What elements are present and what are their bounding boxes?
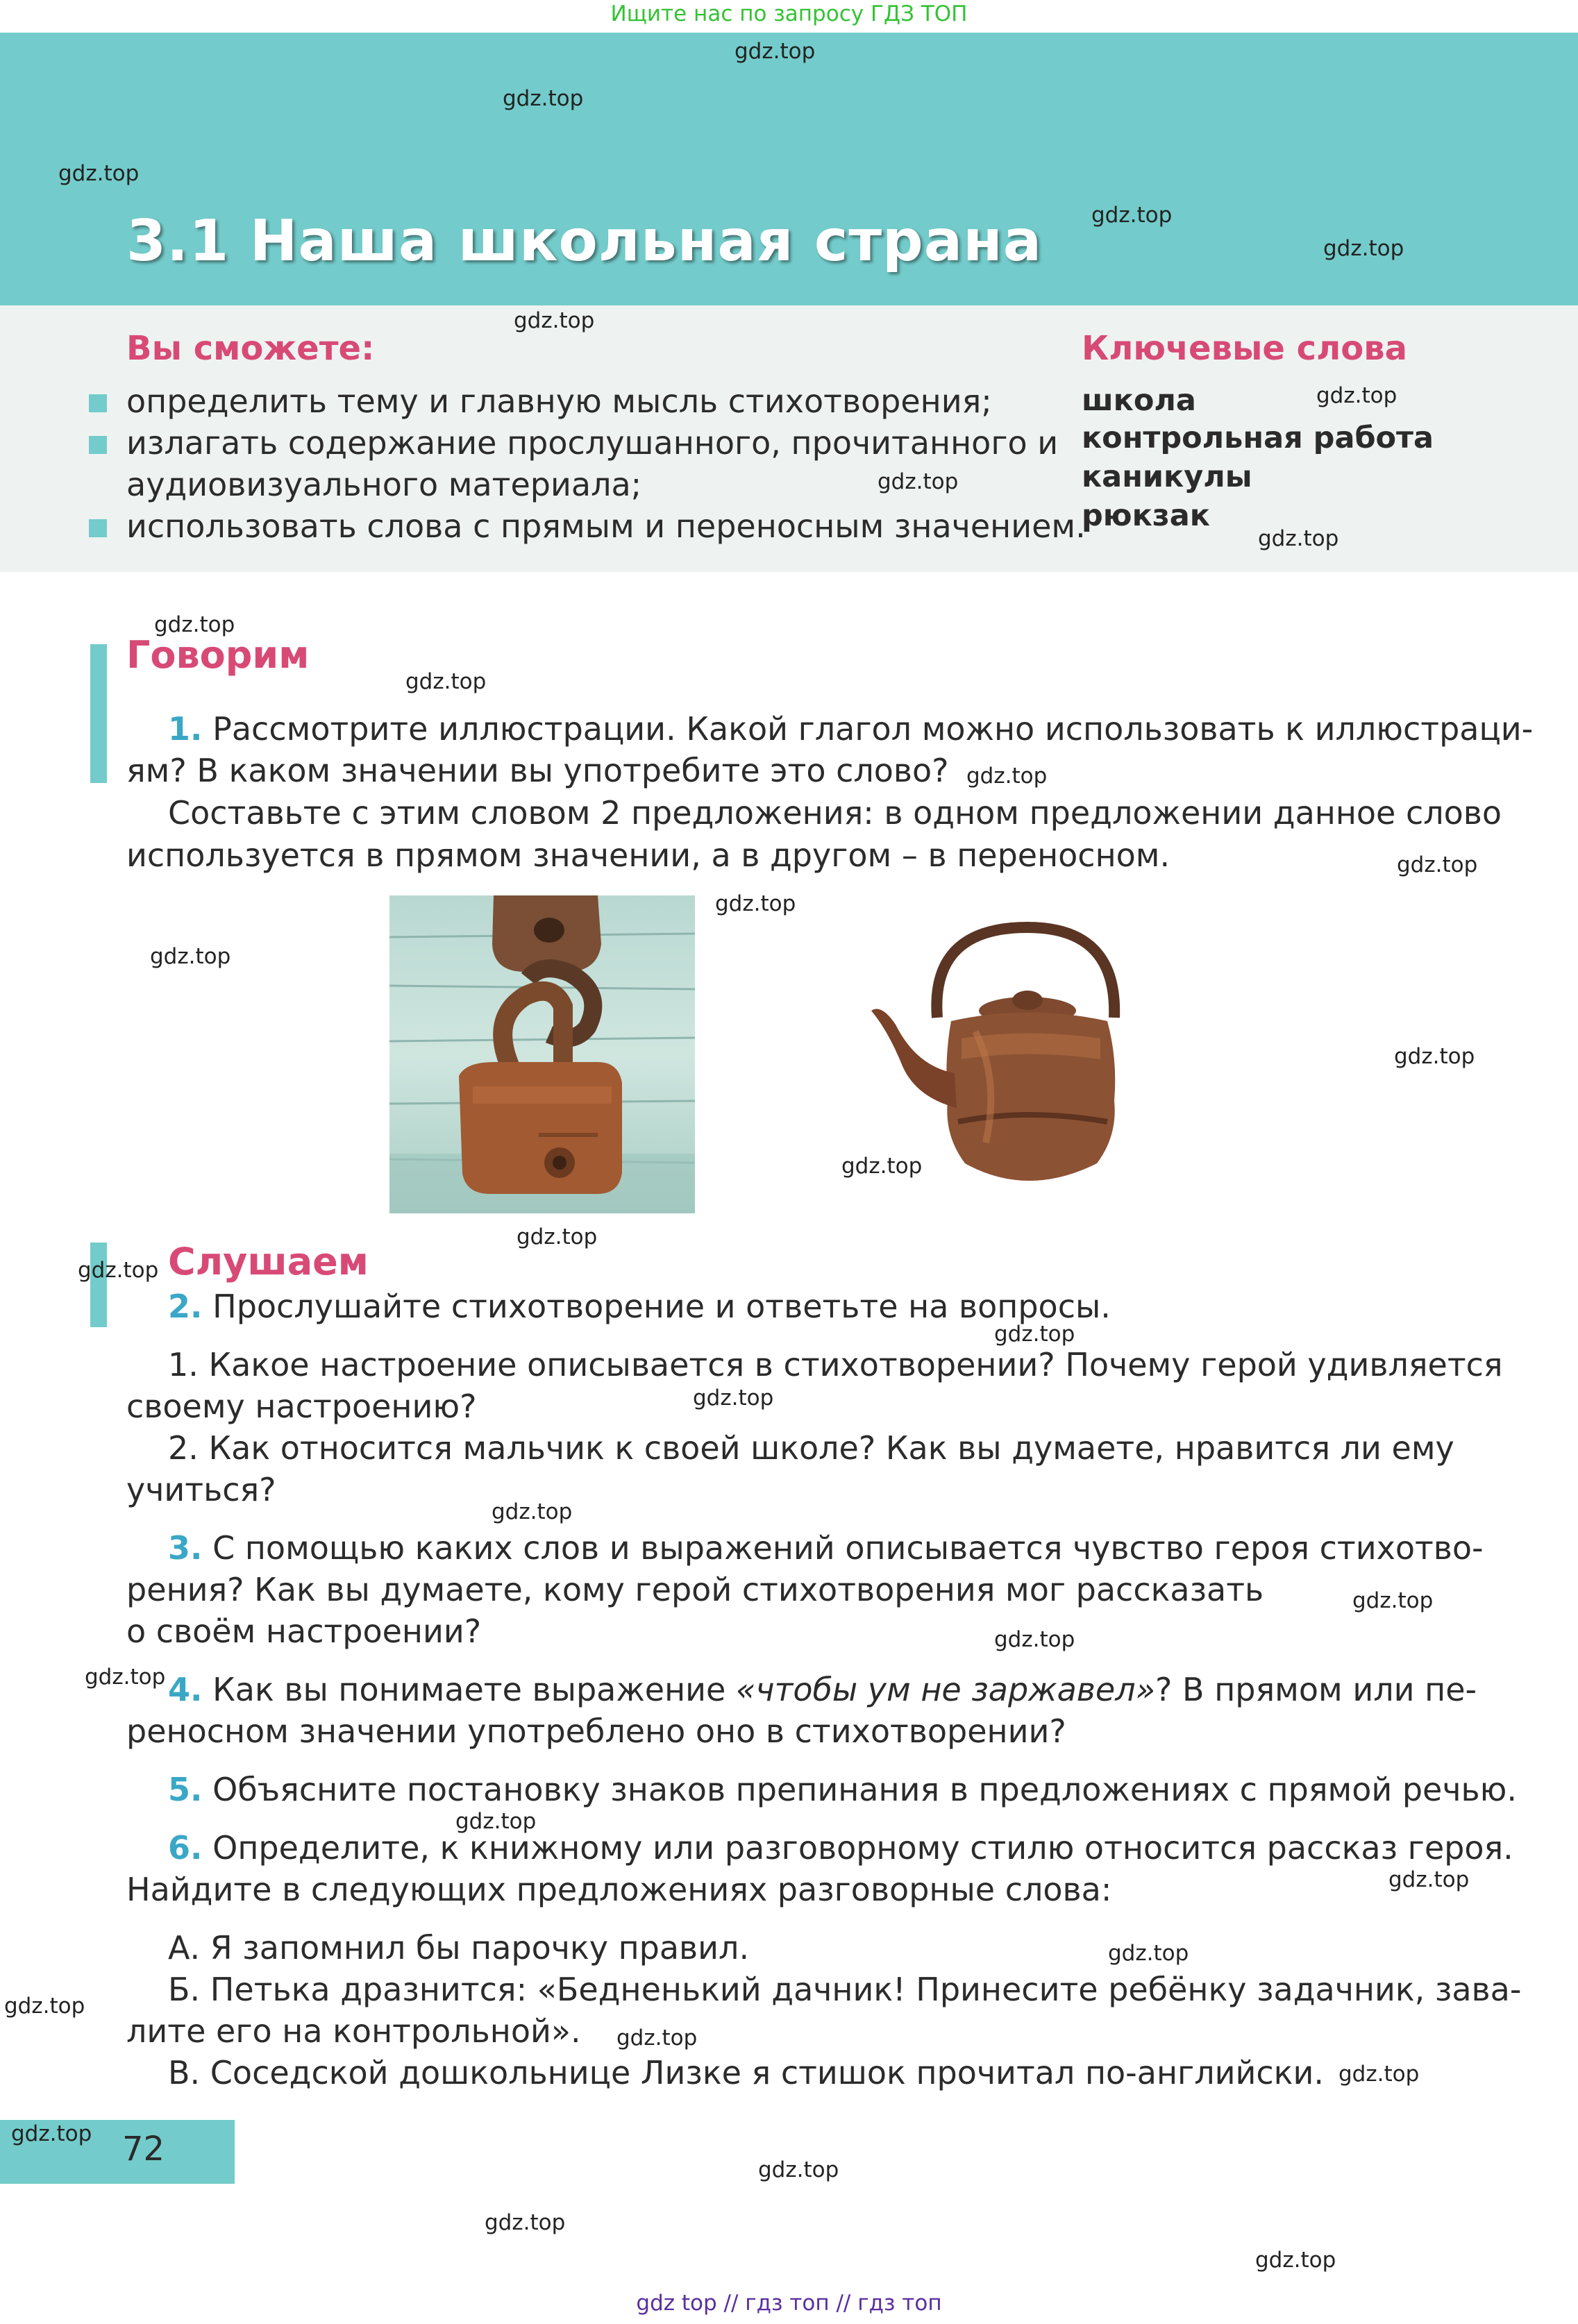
task-1-line: 1. Рассмотрите иллюстрации. Какой глагол можно использовать к иллюстраци- <box>168 710 1534 748</box>
question-line: 2. Как относится мальчик к своей школе? Как вы думаете, нравится ли ему <box>168 1429 1454 1467</box>
watermark: gdz.top <box>150 944 231 969</box>
task-6-line: 6. Определите, к книжному или разговорному стилю относится рассказ героя. <box>168 1829 1513 1867</box>
example-sentence: Б. Петька дразнится: «Бедненький дачник! Принесите ребёнку задачник, зава- <box>168 1971 1522 2008</box>
section-side-bar <box>90 644 107 783</box>
listen-heading: Слушаем <box>168 1240 369 1283</box>
chapter-title: 3.1 Наша школьная страна <box>126 208 1043 274</box>
watermark: gdz.top <box>514 308 595 333</box>
watermark: gdz.top <box>693 1386 774 1411</box>
example-sentence: лите его на контрольной». <box>126 2012 581 2050</box>
watermark: gdz.top <box>1091 203 1173 228</box>
watermark: gdz.top <box>1394 1044 1475 1069</box>
watermark: gdz.top <box>85 1665 166 1690</box>
task-2-line: 2. Прослушайте стихотворение и ответьте на вопросы. <box>168 1288 1111 1325</box>
keyword: рюкзак <box>1082 498 1210 533</box>
watermark: gdz.top <box>616 2026 698 2051</box>
watermark: gdz.top <box>78 1258 159 1283</box>
keyword: контрольная работа <box>1082 421 1434 455</box>
goal-item: излагать содержание прослушанного, прочитанного и <box>90 422 1048 464</box>
goals-heading: Вы сможете: <box>126 329 375 368</box>
watermark: gdz.top <box>994 1627 1075 1652</box>
question-line: своему настроению? <box>126 1388 477 1425</box>
goal-item: использовать слова с прямым и переносным значением. <box>90 505 1048 547</box>
watermark: gdz.top <box>1108 1941 1189 1966</box>
speak-heading: Говорим <box>126 633 310 677</box>
watermark: gdz.top <box>485 2210 566 2235</box>
task-4-line: 4. Как вы понимаете выражение «чтобы ум не заржавел»? В прямом или пе- <box>168 1671 1477 1708</box>
task-4-line: реносном значении употреблено оно в стихотворении? <box>126 1712 1066 1750</box>
watermark: gdz.top <box>1352 1588 1434 1613</box>
watermark: gdz.top <box>735 39 816 64</box>
bullet-square-icon <box>89 436 107 454</box>
keyword: школа <box>1082 383 1196 418</box>
watermark: gdz.top <box>1388 1867 1470 1892</box>
goal-item-continued: аудиовизуального материала; <box>126 466 642 503</box>
watermark: gdz.top <box>878 469 959 494</box>
task-1-line: используется в прямом значении, а в другом – в переносном. <box>126 836 1170 874</box>
task-3-line: 3. С помощью каких слов и выражений описывается чувство героя стихотво- <box>168 1529 1484 1567</box>
task-5-line: 5. Объясните постановку знаков препинания в предложениях с прямой речью. <box>168 1771 1517 1808</box>
watermark: gdz.top <box>966 764 1048 789</box>
watermark: gdz.top <box>1323 236 1404 261</box>
task-3-line: о своём настроении? <box>126 1613 482 1650</box>
bullet-square-icon <box>89 394 107 412</box>
watermark: gdz.top <box>405 669 487 694</box>
watermark: gdz.top <box>503 86 584 111</box>
watermark: gdz.top <box>1258 526 1339 551</box>
example-sentence: А. Я запомнил бы парочку правил. <box>168 1929 750 1967</box>
rusty-padlock-icon <box>389 895 695 1213</box>
keyword: каникулы <box>1082 460 1252 494</box>
example-sentence: В. Соседской дошкольнице Лизке я стишок прочитал по-английски. <box>168 2054 1324 2091</box>
watermark: gdz.top <box>11 2121 92 2146</box>
watermark: gdz.top <box>492 1499 573 1524</box>
watermark: gdz.top <box>4 1994 85 2019</box>
footer-links[interactable]: gdz top // гдз топ // гдз топ <box>636 2291 942 2316</box>
watermark: gdz.top <box>1255 2248 1336 2273</box>
watermark: gdz.top <box>154 612 235 637</box>
watermark: gdz.top <box>841 1154 923 1179</box>
bullet-square-icon <box>89 519 107 537</box>
task-1-line: Составьте с этим словом 2 предложения: в одном предложении данное слово <box>168 794 1502 832</box>
task-1-line: ям? В каком значении вы употребите это слово? <box>126 752 949 789</box>
question-line: 1. Какое настроение описывается в стихотворении? Почему герой удивляется <box>168 1346 1503 1383</box>
watermark: gdz.top <box>58 161 140 186</box>
watermark: gdz.top <box>1316 383 1397 408</box>
watermark: gdz.top <box>1338 2062 1420 2087</box>
watermark: gdz.top <box>758 2157 839 2182</box>
watermark: gdz.top <box>517 1224 598 1249</box>
task-6-line: Найдите в следующих предложениях разговорные слова: <box>126 1871 1112 1908</box>
watermark: gdz.top <box>455 1809 537 1834</box>
padlock-photo <box>389 895 695 1213</box>
goal-item: определить тему и главную мысль стихотворения; <box>90 380 1048 422</box>
keywords-heading: Ключевые слова <box>1082 329 1407 368</box>
section-side-bar <box>90 1243 107 1327</box>
search-hint: Ищите нас по запросу ГДЗ ТОП <box>610 1 968 26</box>
task-3-line: рения? Как вы думаете, кому герой стихотворения мог рассказать <box>126 1571 1264 1608</box>
watermark: gdz.top <box>1397 852 1478 877</box>
page-number: 72 <box>122 2130 165 2169</box>
question-line: учиться? <box>126 1471 276 1508</box>
watermark: gdz.top <box>994 1322 1075 1347</box>
watermark: gdz.top <box>715 891 796 916</box>
